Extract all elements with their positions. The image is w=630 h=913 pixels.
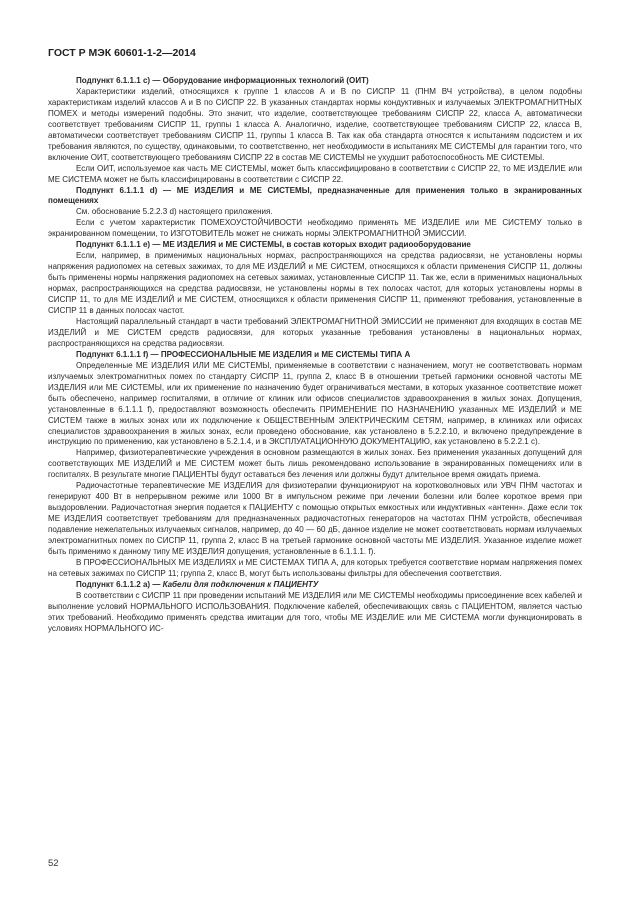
- heading-title: — МЕ ИЗДЕЛИЯ и МЕ СИСТЕМЫ, в состав которых входит радиооборудование: [150, 240, 471, 250]
- section-heading: [48, 186, 582, 208]
- body-paragraph: В ПРОФЕССИОНАЛЬНЫХ МЕ ИЗДЕЛИЯХ и МЕ СИСТЕМАХ ТИПА А, для которых требуется соответствие нормам напряжения помех на сетевых зажимах по СИСПР 11; группа 2, класс B, могут быть использованы фильтры для обеспечения соответствия.: [48, 557, 582, 578]
- heading-number: Подпункт 6.1.1.1 с): [76, 76, 151, 85]
- heading-title: — Кабели для подключения к ПАЦИЕНТУ: [150, 579, 319, 589]
- body-paragraph: Определенные МЕ ИЗДЕЛИЯ ИЛИ МЕ СИСТЕМЫ, применяемые в соответствии с назначением, могут не соответствовать нормам излучаемых электромагнитных помех по стандарту СИСПР 11, группа 2, класс B в отношении третьей гармоники основной частоты МЕ ИЗДЕЛИЯ или МЕ СИСТЕМЫ, или их применение по назначению будет ограничиваться местами, в которых указанное соответствие может быть обеспечено, например госпиталями, в отличие от клиник или офисов специалистов здравоохранения в жилых зонах. Допущения, установленные в 6.1.1.1 f), предоставляют возможность обеспечить ПРИМЕНЕНИЕ ПО НАЗНАЧЕНИЮ указанных МЕ ИЗДЕЛИЙ и МЕ СИСТЕМ также в жилых зонах или их подключение к ОБЩЕСТВЕННЫМ ЭЛЕКТРИЧЕСКИМ СЕТЯМ, например, в клиниках или офисах специалистов здравоохранения в жилых зонах, если проведено обоснование, как установлено в 5.2.2.10, и включено предупреждение в инструкцию по применению, как установлено в 5.2.1.4, и в ЭКСПЛУАТАЦИОННУЮ ДОКУМЕНТАЦИЮ, как установлено в 5.2.2.1 с).: [48, 360, 582, 447]
- body-paragraph: Настоящий параллельный стандарт в части требований ЭЛЕКТРОМАГНИТНОЙ ЭМИССИИ не применяют для входящих в состав МЕ ИЗДЕЛИЙ и МЕ СИСТЕМ средств радиосвязи, для которых указанные требования установлены в национальных нормах, распространяющихся на средства радиосвязи.: [48, 316, 582, 348]
- body-paragraph: Если, например, в применимых национальных нормах, распространяющихся на средства радиосвязи, не установлены нормы напряжения радиопомех на сетевых зажимах, то для МЕ ИЗДЕЛИЙ и МЕ СИСТЕМ, относящихся к области применения СИСПР 11, должны быть применены нормы напряжения радиопомех на сетевых зажимах, установленные СИСПР 11. Так же, если в применимых национальных нормах, распространяющихся на средства радиосвязи, не установлены нормы в тех полосах частот, для которых установлены нормы в СИСПР 11, то для МЕ ИЗДЕЛИЙ и МЕ СИСТЕМ, относящихся к области применения СИСПР 11, применяют требования, установленные в СИСПР 11 в данных полосах частот.: [48, 251, 582, 316]
- heading-title: — МЕ ИЗДЕЛИЯ и МЕ СИСТЕМЫ, предназначенные для применения только в экранированных помещениях: [48, 185, 582, 206]
- heading-title: — ПРОФЕССИОНАЛЬНЫЕ МЕ ИЗДЕЛИЯ и МЕ СИСТЕМЫ ТИПА А: [148, 349, 411, 359]
- body-paragraph: В соответствии с СИСПР 11 при проведении испытаний МЕ ИЗДЕЛИЯ или МЕ СИСТЕМЫ необходимы присоединение всех кабелей и выполнение условий НОРМАЛЬНОГО ИСПОЛЬЗОВАНИЯ. Подключение кабелей, обеспечивающих связь с ПАЦИЕНТОМ, является частью этих требований. Необходимо применять средства имитации для того, чтобы МЕ ИЗДЕЛИЕ или МЕ СИСТЕМА могли функционировать в условиях НОРМАЛЬНОГО ИС-: [48, 590, 582, 633]
- body-paragraph: Радиочастотные терапевтические МЕ ИЗДЕЛИЯ для физиотерапии функционируют на коротковолновых или УВЧ ПНМ частотах и генерируют 400 Вт в непрерывном режиме или 1000 Вт в импульсном режиме при лечении болезни или более короткое время при выздоровлении. Радиочастотная энергия подается к ПАЦИЕНТУ с помощью открытых емкостных или индуктивных «антенн». Даже если ток МЕ ИЗДЕЛИЯ соответствует требованиям для предназначенных радиочастотных генераторов на частотах ПНМ устройств, обеспечивая подавление нежелательных излучаемых сигналов, например, до 40 — 60 дБ, данное изделие не может соответствовать нормам излучаемых электромагнитных помех по СИСПР 11, группа 2, класс B на третьей гармонике основной частоты МЕ ИЗДЕЛИЯ. Указанное изделие может быть применимо к данному типу МЕ ИЗДЕЛИЯ допущения, установленные в 6.1.1.1. f).: [48, 481, 582, 556]
- body-paragraph: Если ОИТ, используемое как часть МЕ СИСТЕМЫ, может быть классифицировано в соответствии с СИСПР 22, то МЕ ИЗДЕЛИЕ или МЕ СИСТЕМА может не быть классифицированы в соответствии с СИСПР 22.: [48, 163, 582, 184]
- section-heading: [48, 240, 582, 251]
- body-paragraph: Например, физиотерапевтические учреждения в основном размещаются в жилых зонах. Без применения указанных допущений для соответствующих МЕ ИЗДЕЛИЙ и МЕ СИСТЕМ может быть лишь рекомендовано использование в экранированных помещениях или в госпиталях. В результате многие ПАЦИЕНТЫ будут оставаться без лечения или должны будут длительное время ожидать приема.: [48, 448, 582, 480]
- document-header: ГОСТ Р МЭК 60601-1-2—2014: [48, 47, 196, 59]
- page-number: 52: [48, 858, 59, 869]
- heading-number: Подпункт 6.1.1.1 d): [76, 185, 158, 195]
- section-heading: [48, 580, 582, 591]
- heading-number: Подпункт 6.1.1.1 f): [76, 349, 149, 359]
- heading-number: Подпункт 6.1.1.2 а): [76, 579, 151, 589]
- document-body: [48, 76, 582, 635]
- section-heading: [48, 76, 582, 87]
- section-heading: [48, 350, 582, 361]
- heading-number: Подпункт 6.1.1.1 е): [76, 240, 151, 250]
- heading-title: — Оборудование информационных технологий (ОИТ): [150, 76, 369, 85]
- body-paragraph: Если с учетом характеристик ПОМЕХОУСТОЙЧИВОСТИ необходимо применять МЕ ИЗДЕЛИЕ или МЕ СИСТЕМУ только в экранированном помещении, то ИЗГОТОВИТЕЛЬ может не снижать нормы ЭЛЕКТРОМАГНИТНОЙ ЭМИССИИ.: [48, 218, 582, 239]
- body-paragraph: Характеристики изделий, относящихся к группе 1 классов A и B по СИСПР 11 (ПНМ ВЧ устройства), в целом подобны характеристикам изделий классов A и B по СИСПР 22. В указанных стандартах нормы кондуктивных и излучаемых ЭЛЕКТРОМАГНИТНЫХ ПОМЕХ и методы измерений подобны. Это значит, что изделие, соответствующее требованиям СИСПР 22, класса A, автоматически соответствует требованиям СИСПР 11, группы 1 класса A. Аналогично, изделие, соответствующее требованиям СИСПР 22, класса B, автоматически соответствует требованиям СИСПР 11, группы 1 класса B. Так как оба стандарта относятся к испытаниям подсистем и их требования являются, по существу, одинаковыми, то соответственно, нет необходимости в испытаниях МЕ СИСТЕМЫ для гарантии того, что включение ОИТ, соответствующего требованиям СИСПР 22 в состав МЕ СИСТЕМЫ не ухудшит работоспособность МЕ СИСТЕМЫ.: [48, 86, 582, 162]
- body-paragraph: См. обоснование 5.2.2.3 d) настоящего приложения.: [76, 207, 273, 217]
